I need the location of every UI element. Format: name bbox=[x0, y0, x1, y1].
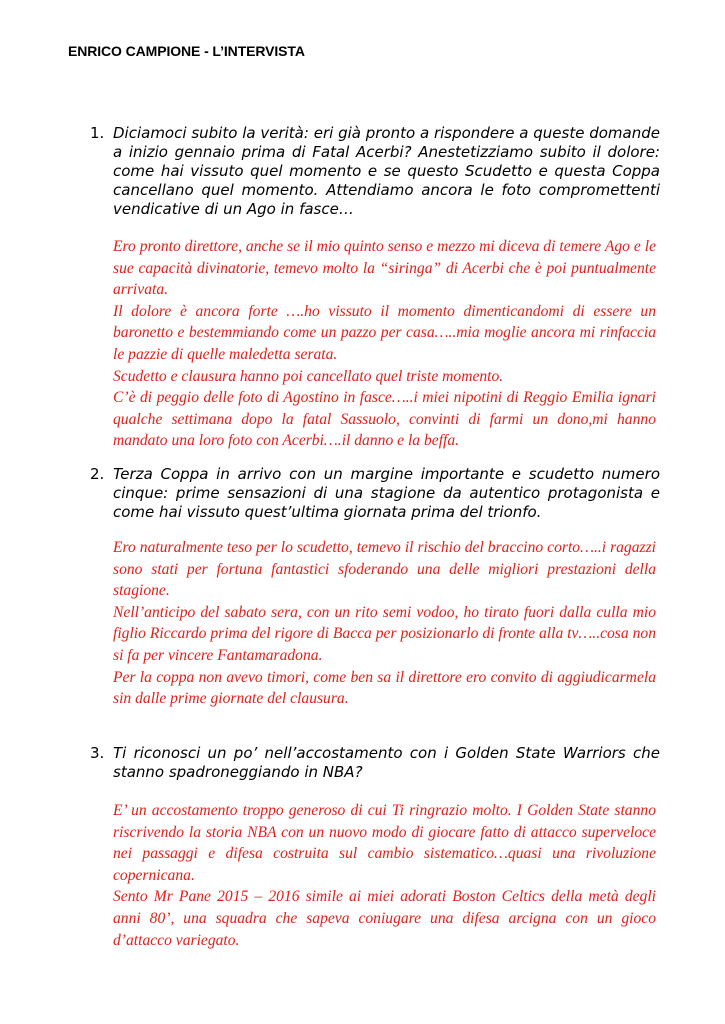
answer-2 bbox=[113, 537, 656, 710]
document-title: ENRICO CAMPIONE - L’INTERVISTA bbox=[68, 43, 305, 59]
answer-paragraph: E’ un accostamento troppo generoso di cui Ti ringrazio molto. I Golden State stanno riscrivendo la storia NBA con un nuovo modo di giocare fatto di attacco superveloce nei passaggi e difesa costruita sul cambio sistematico…quasi una rivoluzione copernicana. bbox=[113, 802, 656, 884]
answer-paragraph: Scudetto e clausura hanno poi cancellato quel triste momento. bbox=[113, 367, 504, 385]
answer-paragraph: Nell’anticipo del sabato sera, con un rito semi vodoo, ho tirato fuori dalla culla mio figlio Riccardo prima del rigore di Bacca per posizionarlo di fronte alla tv…..cosa non si fa per vincere Fantamaradona. bbox=[113, 603, 656, 664]
question-text: Ti riconosci un po’ nell’accostamento con i Golden State Warriors che stanno spadroneggiando in NBA? bbox=[113, 744, 660, 781]
question-number: 1. bbox=[90, 124, 105, 142]
question-number: 3. bbox=[90, 744, 105, 762]
question-text: Diciamoci subito la verità: eri già pronto a rispondere a queste domande a inizio gennaio prima di Fatal Acerbi? Anestetizziamo subito il dolore: come hai vissuto quel momento e se questo Scudetto e questa Coppa cancellano quel momento. Attendiamo ancora le foto compromettenti vendicative di un Ago in fasce… bbox=[113, 124, 660, 218]
answer-paragraph: Ero pronto direttore, anche se il mio quinto senso e mezzo mi diceva di temere Ago e le sue capacità divinatorie, temevo molto la “siringa” di Acerbi che è poi puntualmente arrivata. bbox=[113, 238, 656, 299]
answer-paragraph: C’è di peggio delle foto di Agostino in fasce…..i miei nipotini di Reggio Emilia ignari qualche settimana dopo la fatal Sassuolo, convinti di farmi un dono,mi hanno mandato una loro foto con Acerbi….il danno e la beffa. bbox=[113, 389, 656, 450]
question-text: Terza Coppa in arrivo con un margine importante e scudetto numero cinque: prime sensazioni di una stagione da autentico protagonista e come hai vissuto quest’ultima giornata prima del trionfo. bbox=[113, 465, 660, 521]
answer-3 bbox=[113, 800, 656, 951]
question-2 bbox=[90, 465, 660, 522]
answer-paragraph: Per la coppa non avevo timori, come ben sa il direttore ero convito di aggiudicarmela sin dalle prime giornate del clausura. bbox=[113, 668, 656, 708]
question-1 bbox=[90, 124, 660, 219]
question-number: 2. bbox=[90, 465, 105, 483]
answer-paragraph: Ero naturalmente teso per lo scudetto, temevo il rischio del braccino corto…..i ragazzi sono stati per fortuna fantastici sfoderando una delle migliori prestazioni della stagione. bbox=[113, 539, 656, 600]
answer-paragraph: Il dolore è ancora forte ….ho vissuto il momento dimenticandomi di essere un baronetto e bestemmiando come un pazzo per casa…..mia moglie ancora mi rinfaccia le pazzie di quelle maledetta serata. bbox=[113, 302, 656, 363]
answer-paragraph: Sento Mr Pane 2015 – 2016 simile ai miei adorati Boston Celtics della metà degli anni 80’, una squadra che sapeva coniugare una difesa arcigna con un gioco d’attacco variegato. bbox=[113, 888, 656, 949]
question-3 bbox=[90, 744, 660, 782]
answer-1 bbox=[113, 236, 656, 452]
